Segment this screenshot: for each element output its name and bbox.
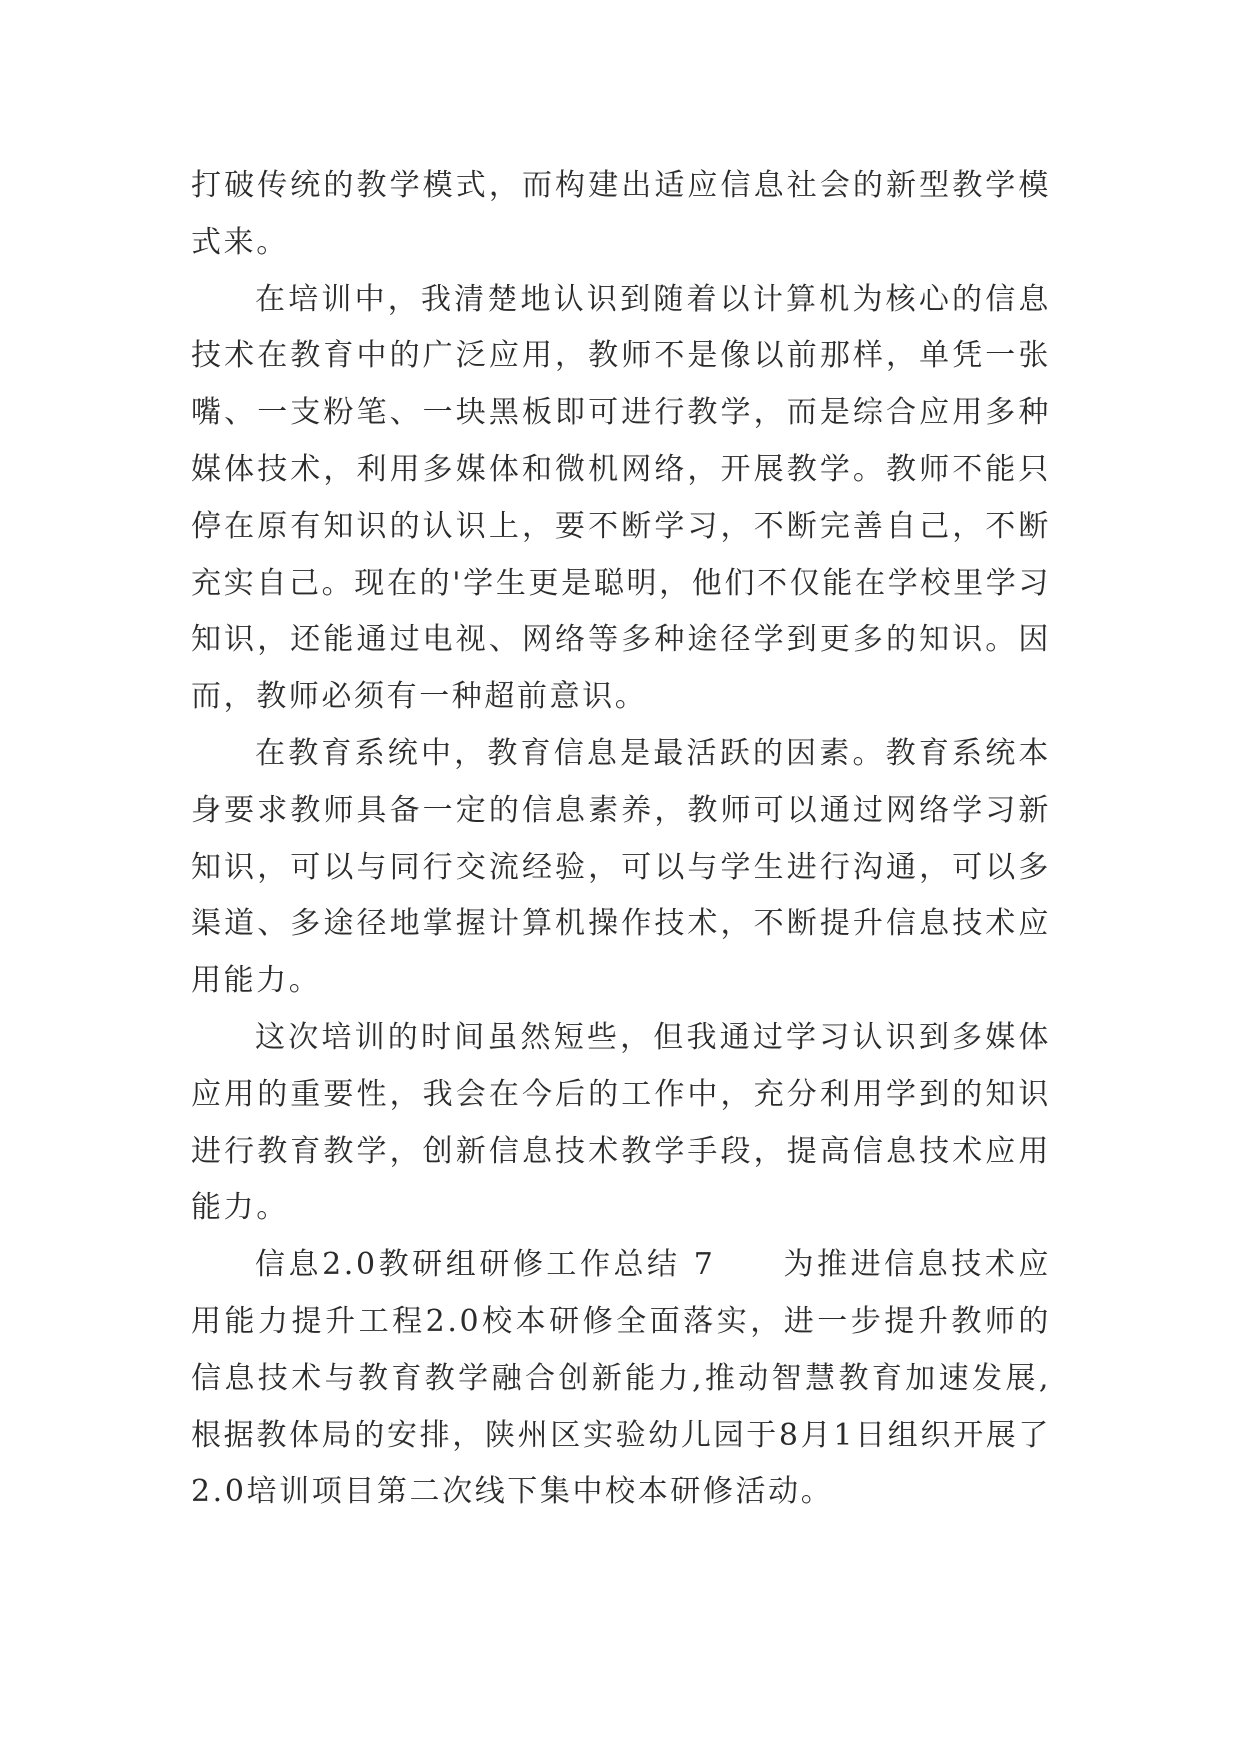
paragraph-intro-continuation: 打破传统的教学模式，而构建出适应信息社会的新型教学模式来。 <box>191 168 1051 260</box>
paragraph-work-summary-7: 信息2.0教研组研修工作总结 7 为推进信息技术应用能力提升工程2.0校本研修全面落实，进一步提升教师的信息技术与教育教学融合创新能力,推动智慧教育加速发展,根据教体局的安排，陕州区实验幼儿园于8月1日组织开展了2.0培训项目第二次线下集中校本研修活动。 <box>191 1247 1051 1510</box>
paragraph-education-system: 在教育系统中，教育信息是最活跃的因素。教育系统本身要求教师具备一定的信息素养，教师可以通过网络学习新知识，可以与同行交流经验，可以与学生进行沟通，可以多渠道、多途径地掌握计算机操作技术，不断提升信息技术应用能力。 <box>191 735 1051 999</box>
document-body <box>191 158 1051 1521</box>
paragraph-training-summary: 这次培训的时间虽然短些，但我通过学习认识到多媒体应用的重要性，我会在今后的工作中，充分利用学到的知识进行教育教学，创新信息技术教学手段，提高信息技术应用能力。 <box>191 1019 1051 1226</box>
paragraph-training-insight: 在培训中，我清楚地认识到随着以计算机为核心的信息技术在教育中的广泛应用，教师不是像以前那样，单凭一张嘴、一支粉笔、一块黑板即可进行教学，而是综合应用多种媒体技术，利用多媒体和微机网络，开展教学。教师不能只停在原有知识的认识上，要不断学习，不断完善自己，不断充实自己。现在的'学生更是聪明，他们不仅能在学校里学习知识，还能通过电视、网络等多种途径学到更多的知识。因而，教师必须有一种超前意识。 <box>191 281 1051 715</box>
